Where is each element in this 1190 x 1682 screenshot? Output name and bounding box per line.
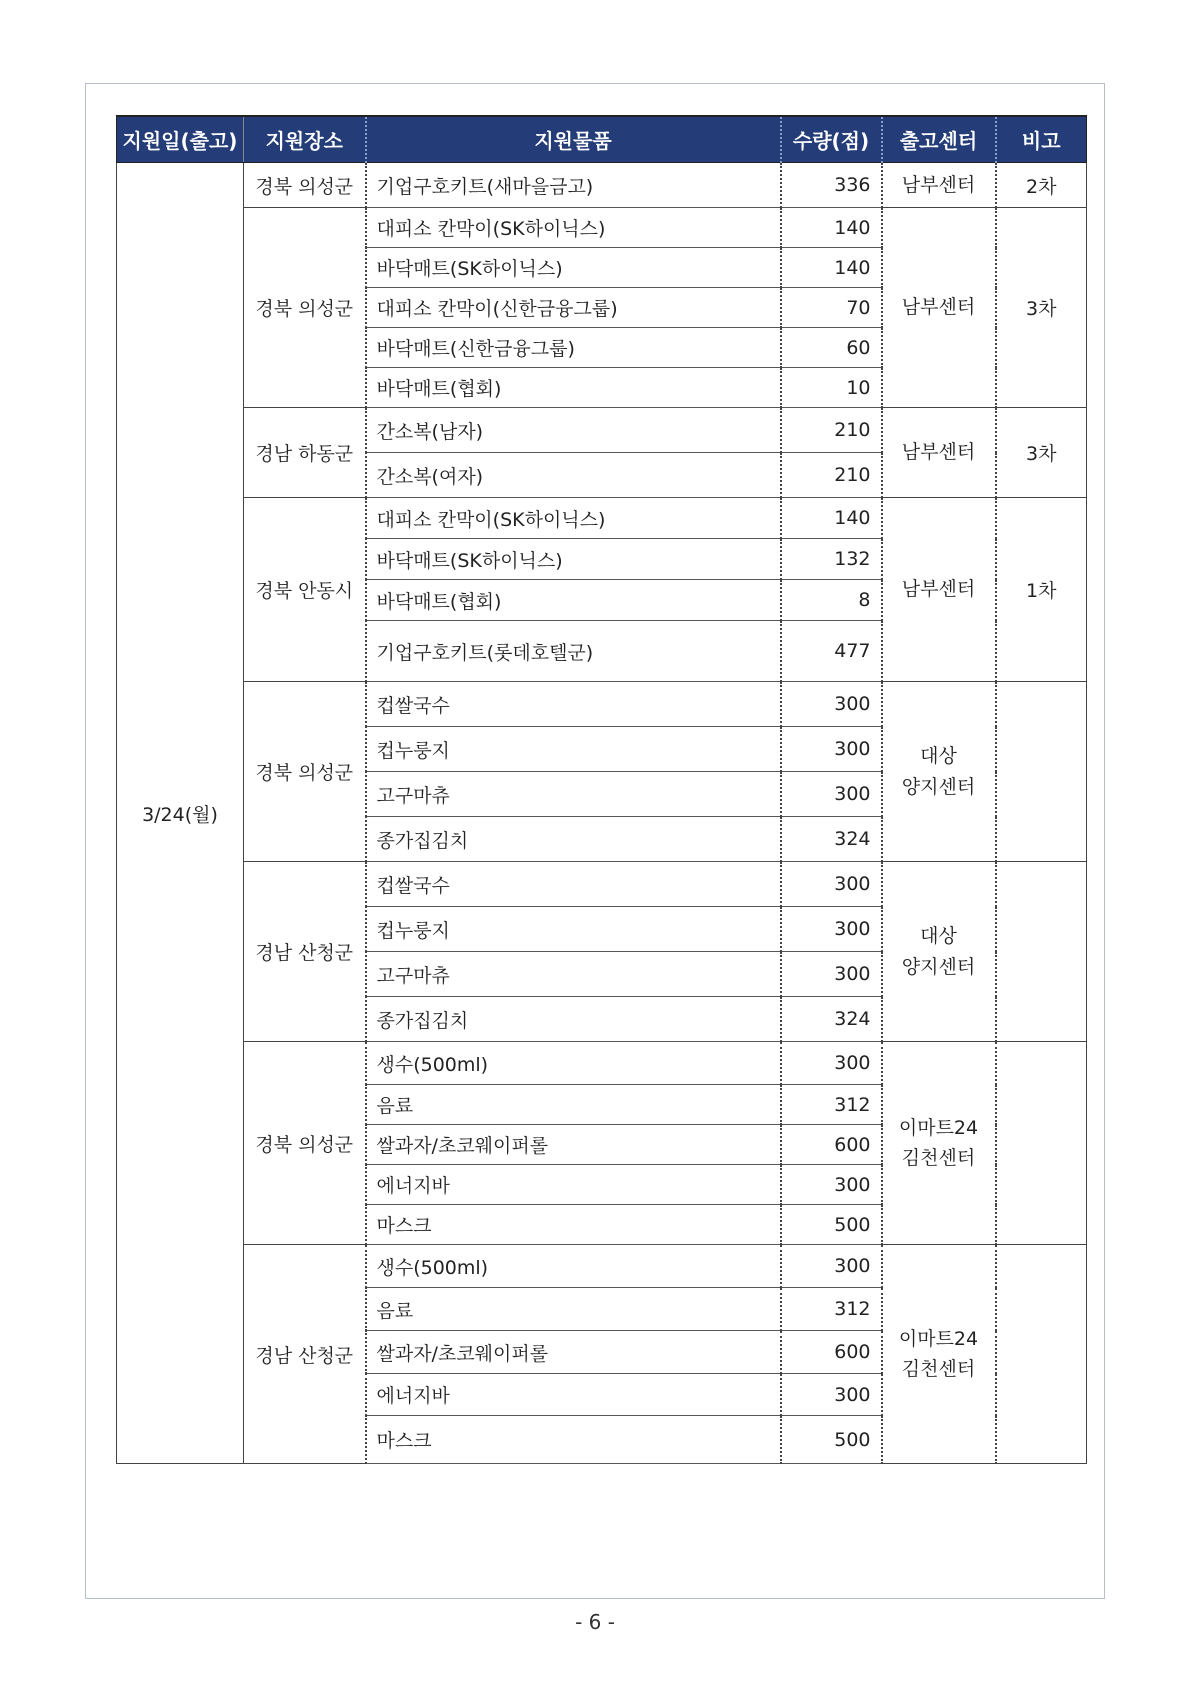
item-name-cell: 컵쌀국수 [366,682,781,727]
item-name-cell: 컵쌀국수 [366,862,781,907]
center-cell [882,208,996,408]
qty-cell: 300 [781,1245,882,1288]
qty-cell: 140 [781,208,882,248]
note-cell [996,682,1087,862]
item-name-cell: 에너지바 [366,1165,781,1205]
center-line: 남부센터 [901,578,976,601]
item-name-cell: 음료 [366,1288,781,1331]
item-name-cell: 바닥매트(신한금융그룹) [366,328,781,368]
center-cell [882,682,996,862]
place-cell: 경북 의성군 [244,682,366,862]
center-line: 남부센터 [901,296,976,319]
item-name-cell: 쌀과자/초코웨이퍼롤 [366,1125,781,1165]
header-qty: 수량(점) [781,116,882,163]
table-row [117,862,1087,907]
qty-cell: 60 [781,328,882,368]
qty-cell: 10 [781,368,882,408]
qty-cell: 500 [781,1416,882,1464]
center-line: 남부센터 [901,441,976,464]
table-row [117,1245,1087,1288]
place-cell: 경남 하동군 [244,408,366,498]
item-name-cell: 음료 [366,1085,781,1125]
qty-cell: 300 [781,682,882,727]
table-row [117,408,1087,453]
center-cell [882,163,996,208]
center-line: 대상 [920,745,957,768]
note-cell [996,1042,1087,1245]
center-line: 대상 [920,925,957,948]
qty-cell: 600 [781,1331,882,1374]
note-cell [996,862,1087,1042]
qty-cell: 336 [781,163,882,208]
item-name-cell: 컵누룽지 [366,907,781,952]
center-line: 김천센터 [901,1358,976,1380]
table-row [117,498,1087,539]
item-name-cell: 고구마츄 [366,952,781,997]
note-cell: 2차 [996,163,1087,208]
place-cell: 경남 산청군 [244,862,366,1042]
note-cell: 1차 [996,498,1087,682]
date-cell: 3/24(월) [117,163,244,1464]
header-date: 지원일(출고) [117,116,244,163]
item-name-cell: 생수(500ml) [366,1042,781,1085]
item-name-cell: 고구마츄 [366,772,781,817]
qty-cell: 132 [781,539,882,580]
table-row [117,1042,1087,1085]
center-line: 양지센터 [901,775,976,798]
header-note: 비고 [996,116,1087,163]
note-cell [996,1245,1087,1464]
item-name-cell: 대피소 칸막이(SK하이닉스) [366,498,781,539]
center-cell [882,862,996,1042]
item-name-cell: 마스크 [366,1205,781,1245]
qty-cell: 300 [781,772,882,817]
qty-cell: 600 [781,1125,882,1165]
qty-cell: 210 [781,453,882,498]
item-name-cell: 대피소 칸막이(신한금융그룹) [366,288,781,328]
qty-cell: 324 [781,997,882,1042]
center-line: 남부센터 [901,173,976,196]
header-item: 지원물품 [366,116,781,163]
item-name-cell: 종가집김치 [366,817,781,862]
qty-cell: 324 [781,817,882,862]
item-name-cell: 바닥매트(SK하이닉스) [366,248,781,288]
item-name-cell: 간소복(여자) [366,453,781,498]
center-cell [882,408,996,498]
qty-cell: 300 [781,952,882,997]
item-name-cell: 종가집김치 [366,997,781,1042]
item-name-cell: 대피소 칸막이(SK하이닉스) [366,208,781,248]
qty-cell: 8 [781,580,882,621]
center-cell [882,1245,996,1464]
item-name-cell: 바닥매트(협회) [366,580,781,621]
header-center: 출고센터 [882,116,996,163]
place-cell: 경북 의성군 [244,208,366,408]
center-line: 김천센터 [901,1147,976,1169]
support-table [116,115,1087,1464]
qty-cell: 312 [781,1085,882,1125]
place-cell: 경북 의성군 [244,163,366,208]
center-cell [882,498,996,682]
qty-cell: 70 [781,288,882,328]
item-name-cell: 에너지바 [366,1374,781,1416]
item-name-cell: 컵누룽지 [366,727,781,772]
qty-cell: 312 [781,1288,882,1331]
qty-cell: 300 [781,727,882,772]
qty-cell: 140 [781,248,882,288]
center-line: 이마트24 [898,1116,979,1139]
page-number: - 6 - [575,1610,615,1634]
qty-cell: 477 [781,621,882,682]
qty-cell: 300 [781,907,882,952]
table-header-row [117,116,1087,163]
item-name-cell: 쌀과자/초코웨이퍼롤 [366,1331,781,1374]
place-cell: 경북 의성군 [244,1042,366,1245]
center-cell [882,1042,996,1245]
qty-cell: 300 [781,1374,882,1416]
place-cell: 경남 산청군 [244,1245,366,1464]
header-place: 지원장소 [244,116,366,163]
center-line: 양지센터 [901,955,976,978]
table-row [117,682,1087,727]
qty-cell: 300 [781,862,882,907]
item-name-cell: 마스크 [366,1416,781,1464]
qty-cell: 500 [781,1205,882,1245]
table-row [117,208,1087,248]
item-name-cell: 간소복(남자) [366,408,781,453]
qty-cell: 210 [781,408,882,453]
place-cell: 경북 안동시 [244,498,366,682]
table-row [117,163,1087,208]
note-cell: 3차 [996,208,1087,408]
center-line: 이마트24 [898,1327,979,1350]
item-name-cell: 기업구호키트(롯데호텔군) [366,621,781,682]
item-name-cell: 기업구호키트(새마을금고) [366,163,781,208]
qty-cell: 300 [781,1165,882,1205]
note-cell: 3차 [996,408,1087,498]
item-name-cell: 생수(500ml) [366,1245,781,1288]
qty-cell: 140 [781,498,882,539]
item-name-cell: 바닥매트(SK하이닉스) [366,539,781,580]
qty-cell: 300 [781,1042,882,1085]
table-body [117,163,1087,1464]
item-name-cell: 바닥매트(협회) [366,368,781,408]
